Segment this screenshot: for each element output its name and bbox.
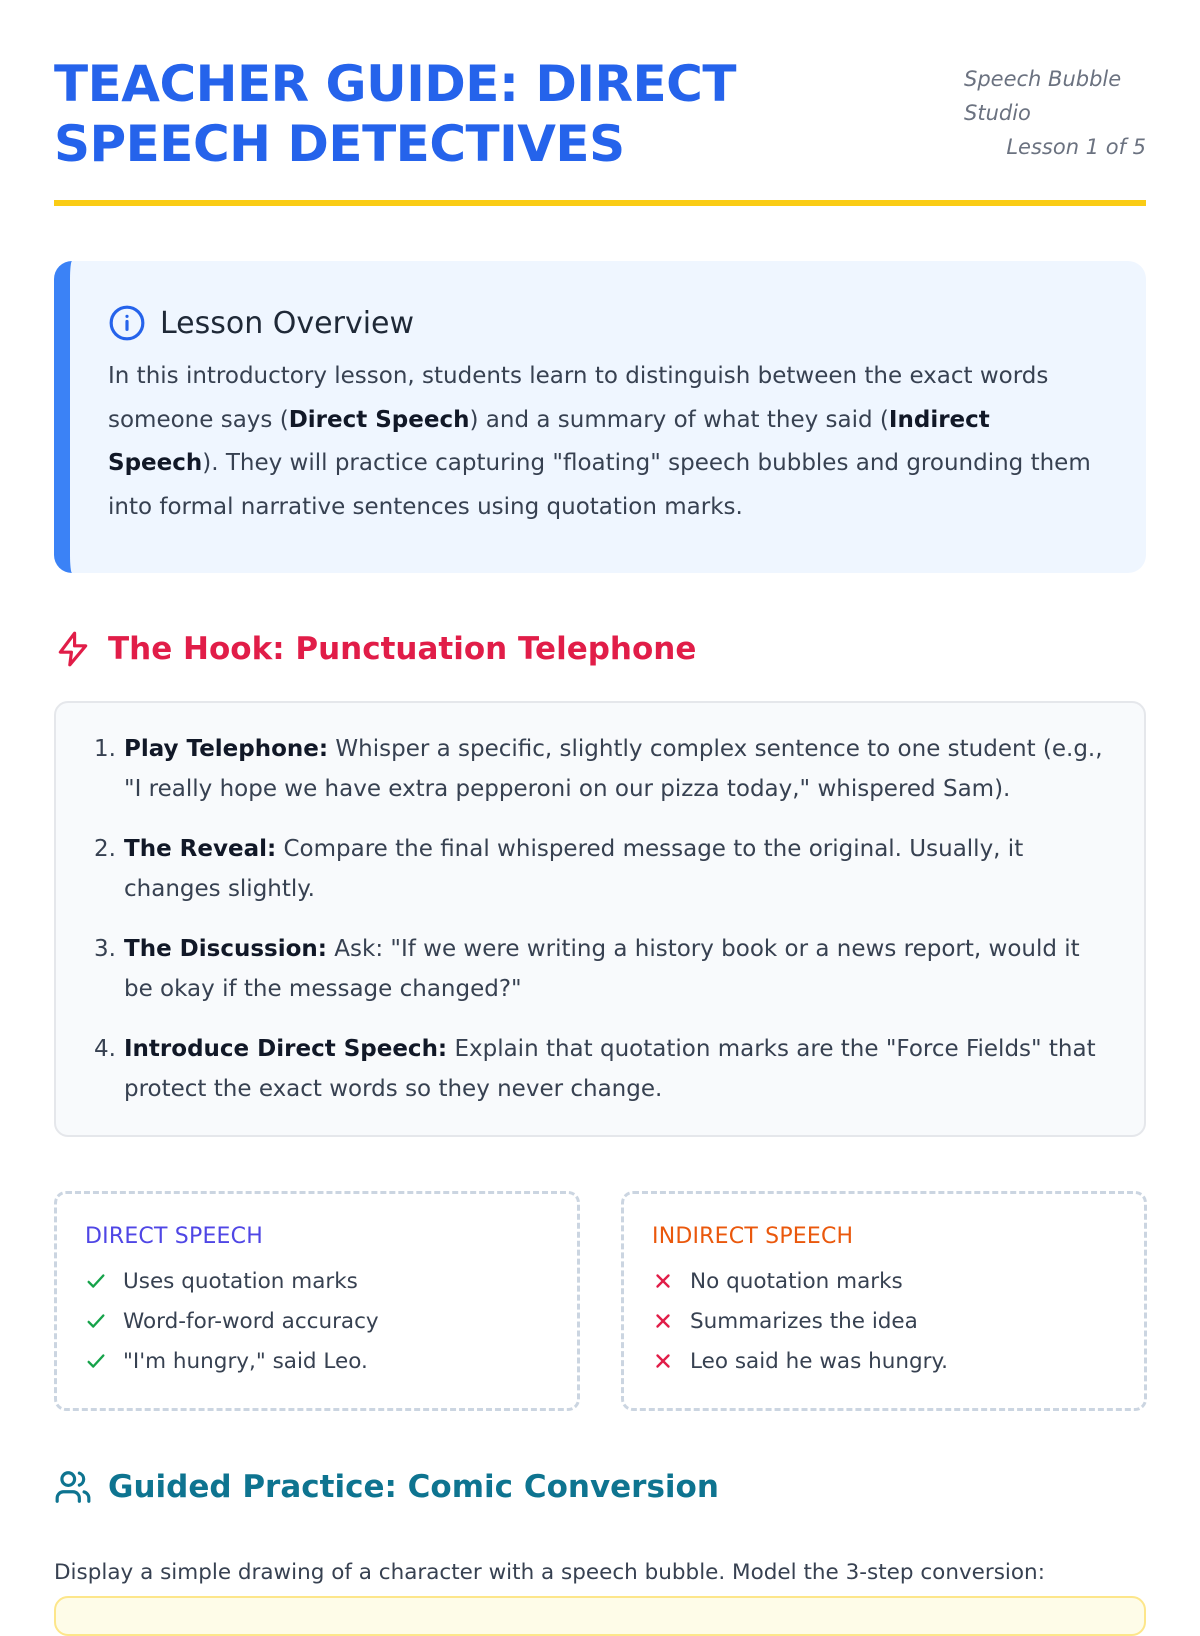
- direct-speech-box: [54, 1191, 580, 1411]
- list-item: [652, 1301, 1116, 1341]
- practice-instructions: Display a simple drawing of a character with a speech bubble. Model the 3-step conversion:: [54, 1559, 1045, 1585]
- step-number: 1.: [94, 736, 116, 762]
- list-item: [94, 729, 1114, 809]
- page-header: [54, 0, 1146, 206]
- studio-name: Speech Bubble Studio: [964, 67, 1122, 125]
- indirect-speech-title: INDIRECT SPEECH: [652, 1224, 854, 1249]
- hook-title: The Hook: Punctuation Telephone: [108, 631, 697, 667]
- step-text: Whisper a specific, slightly complex sentence to one student (e.g., "I really hope we have extra pepperoni on our pizza today," whispered Sam).: [124, 736, 1103, 802]
- list-item: [652, 1341, 1116, 1381]
- indirect-speech-item: Leo said he was hungry.: [690, 1348, 948, 1374]
- direct-speech-item: Word-for-word accuracy: [123, 1308, 379, 1334]
- step-text: Ask: "If we were writing a history book or a news report, would it be okay if the message changed?": [124, 936, 1080, 1002]
- lesson-number: Lesson 1 of 5: [1006, 135, 1146, 159]
- list-item: [94, 829, 1114, 909]
- teacher-guide-page: [54, 0, 1146, 1585]
- list-item: [85, 1341, 549, 1381]
- page-title: TEACHER GUIDE: DIRECT SPEECH DETECTIVES: [54, 55, 736, 173]
- overview-text-part-2: ) and a summary of what they said (: [469, 406, 889, 433]
- list-item: [94, 929, 1114, 1009]
- overview-text-part-1: In this introductory lesson, students learn to distinguish between the exact words someone says (: [108, 363, 1049, 433]
- lesson-meta: [964, 62, 1146, 164]
- step-label: Play Telephone:: [124, 736, 329, 762]
- step-text: Compare the final whispered message to the original. Usually, it changes slightly.: [124, 836, 1024, 902]
- hook-steps-card: [54, 701, 1146, 1137]
- overview-text: [108, 355, 1106, 529]
- step-text: Explain that quotation marks are the "Force Fields" that protect the exact words so they never change.: [124, 1036, 1096, 1102]
- users-icon: [54, 1468, 92, 1506]
- check-icon: [85, 1270, 107, 1292]
- overview-text-part-3: ). They will practice capturing "floating" speech bubbles and grounding them into formal narrative sentences using quotation marks.: [108, 450, 1091, 520]
- cross-icon: [652, 1270, 674, 1292]
- step-number: 3.: [94, 936, 116, 962]
- list-item: [652, 1261, 1116, 1301]
- direct-speech-item: Uses quotation marks: [123, 1268, 358, 1294]
- hook-heading: [54, 626, 696, 672]
- step-label: The Discussion:: [124, 936, 327, 962]
- indirect-speech-term: Indirect Speech: [108, 406, 990, 476]
- overview-heading: [108, 301, 1106, 345]
- direct-speech-list: [85, 1261, 549, 1381]
- hook-steps-list: [94, 729, 1114, 1109]
- indirect-speech-item: Summarizes the idea: [690, 1308, 918, 1334]
- lesson-overview-callout: [54, 261, 1146, 573]
- overview-title: Lesson Overview: [160, 305, 415, 341]
- cross-icon: [652, 1350, 674, 1372]
- info-icon: [108, 304, 146, 342]
- direct-speech-title: DIRECT SPEECH: [85, 1224, 263, 1249]
- step-label: The Reveal:: [124, 836, 277, 862]
- check-icon: [85, 1310, 107, 1332]
- indirect-speech-box: [621, 1191, 1147, 1411]
- header-divider: [54, 200, 1146, 206]
- cross-icon: [652, 1310, 674, 1332]
- lightning-icon: [54, 630, 92, 668]
- step-number: 4.: [94, 1036, 116, 1062]
- list-item: [85, 1261, 549, 1301]
- direct-speech-term: Direct Speech: [288, 406, 470, 433]
- step-label: Introduce Direct Speech:: [124, 1036, 448, 1062]
- list-item: [94, 1029, 1114, 1109]
- conversion-steps-box: [54, 1596, 1146, 1636]
- practice-heading: [54, 1464, 719, 1510]
- step-number: 2.: [94, 836, 116, 862]
- indirect-speech-list: [652, 1261, 1116, 1381]
- check-icon: [85, 1350, 107, 1372]
- practice-title: Guided Practice: Comic Conversion: [108, 1469, 719, 1505]
- list-item: [85, 1301, 549, 1341]
- indirect-speech-item: No quotation marks: [690, 1268, 903, 1294]
- direct-speech-item: "I'm hungry," said Leo.: [123, 1348, 368, 1374]
